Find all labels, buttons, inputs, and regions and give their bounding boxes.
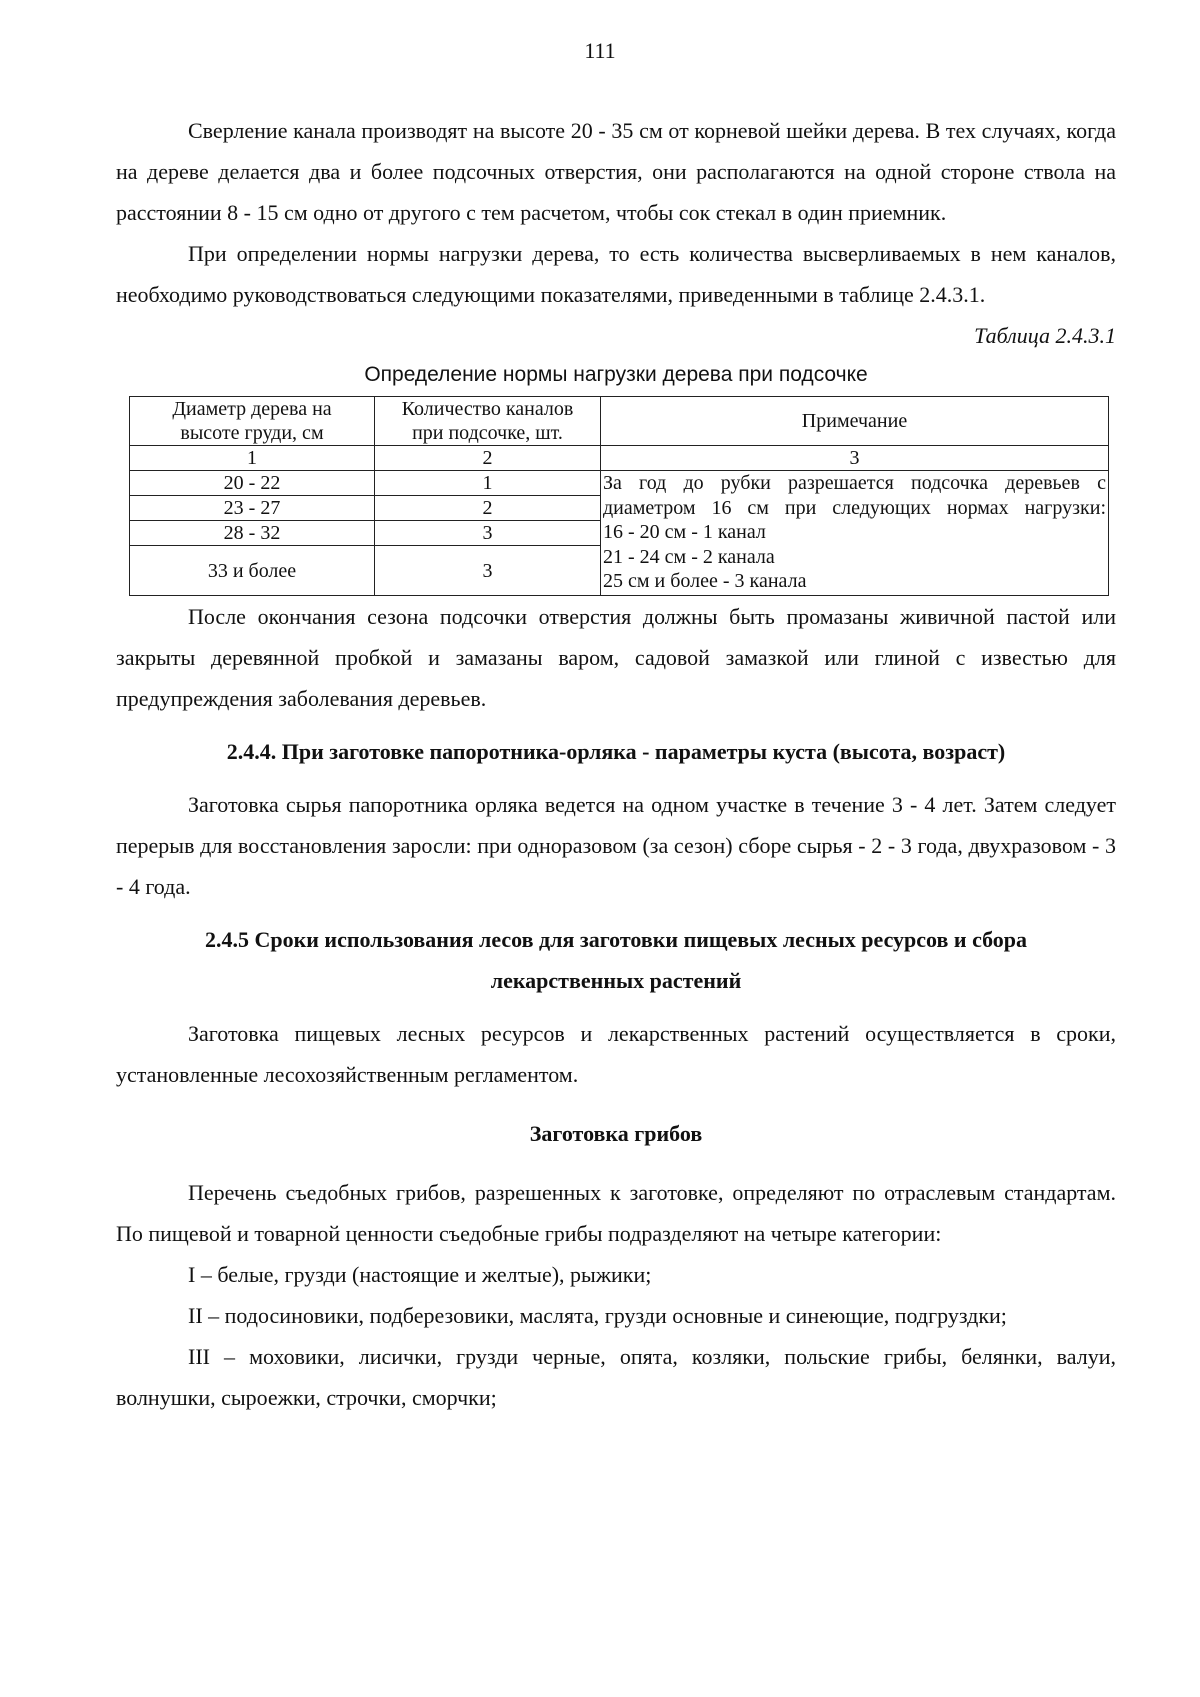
load-norm-table <box>129 396 1109 596</box>
cell-diameter: 20 - 22 <box>130 471 375 496</box>
note-line: диаметром 16 см при следующих нормах нагрузки: <box>603 496 1106 519</box>
header-channels-line2: при подсочке, шт. <box>412 422 563 444</box>
header-diameter <box>130 397 375 446</box>
cell-diameter: 33 и более <box>130 546 375 596</box>
heading-2-4-4: 2.4.4. При заготовке папоротника-орляка - параметры куста (высота, возраст) <box>226 739 1006 764</box>
note-line: 25 см и более - 3 канала <box>603 570 807 592</box>
header-note: Примечание <box>601 397 1109 446</box>
paragraph-food-resources: Заготовка пищевых лесных ресурсов и лекарственных растений осуществляется в сроки, установленные лесохозяйственным регламентом. <box>116 1021 1116 1087</box>
mushroom-category-3: III – моховики, лисички, грузди черные, опята, козляки, польские грибы, белянки, валуи, волнушки, сыроежки, строчки, сморчки; <box>116 1344 1116 1410</box>
note-line: 16 - 20 см - 1 канал <box>603 521 766 543</box>
heading-2-4-5-line2: лекарственных растений <box>490 968 742 993</box>
document-body <box>116 110 1116 1418</box>
note-line: За год до рубки разрешается подсочка деревьев с <box>603 472 1106 494</box>
table-label: Таблица 2.4.3.1 <box>974 323 1116 348</box>
cell-channels: 2 <box>375 496 601 521</box>
table-number-row <box>130 446 1109 471</box>
paragraph-load-norm: При определении нормы нагрузки дерева, то есть количества высверливаемых в нем каналов, необходимо руководствоваться следующими показателями, приведенными в таблице 2.4.3.1. <box>116 241 1116 307</box>
page-number: 111 <box>584 38 616 63</box>
table-header-row <box>130 397 1109 446</box>
cell-channels: 3 <box>375 546 601 596</box>
paragraph-drilling: Сверление канала производят на высоте 20 - 35 см от корневой шейки дерева. В тех случаях, когда на дереве делается два и более подсочных отверстия, они располагаются на одной стороне ствола на расстоянии 8 - 15 см одно от другого с тем расчетом, чтобы сок стекал в один приемник. <box>116 118 1116 225</box>
mushroom-category-1: I – белые, грузди (настоящие и желтые), рыжики; <box>188 1262 652 1287</box>
heading-mushrooms: Заготовка грибов <box>529 1121 703 1146</box>
header-channels-line1: Количество каналов <box>401 398 574 420</box>
cell-diameter: 23 - 27 <box>130 496 375 521</box>
heading-2-4-5-line1: 2.4.5 Сроки использования лесов для заготовки пищевых лесных ресурсов и сбора <box>204 927 1028 952</box>
table-title: Определение нормы нагрузки дерева при подсочке <box>364 363 868 386</box>
paragraph-fern: Заготовка сырья папоротника орляка ведется на одном участке в течение 3 - 4 лет. Затем следует перерыв для восстановления заросли: при одноразовом (за сезон) сборе сырья - 2 - 3 года, двухразовом - 3 - 4 года. <box>116 792 1116 899</box>
column-number: 3 <box>601 446 1109 471</box>
paragraph-mushroom-list: Перечень съедобных грибов, разрешенных к заготовке, определяют по отраслевым стандартам. По пищевой и товарной ценности съедобные грибы подразделяют на четыре категории: <box>116 1180 1116 1246</box>
header-diameter-line1: Диаметр дерева на <box>172 398 332 420</box>
cell-note <box>601 471 1109 596</box>
cell-channels: 1 <box>375 471 601 496</box>
header-diameter-line2: высоте груди, см <box>180 422 324 444</box>
table-row <box>130 471 1109 496</box>
mushroom-category-2: II – подосиновики, подберезовики, маслята, грузди основные и синеющие, подгруздки; <box>188 1303 1007 1328</box>
column-number: 1 <box>130 446 375 471</box>
paragraph-after-season: После окончания сезона подсочки отверстия должны быть промазаны живичной пастой или закрыты деревянной пробкой и замазаны варом, садовой замазкой или глиной с известью для предупреждения заболевания деревьев. <box>116 604 1116 711</box>
cell-channels: 3 <box>375 521 601 546</box>
header-channels <box>375 397 601 446</box>
cell-diameter: 28 - 32 <box>130 521 375 546</box>
note-line: 21 - 24 см - 2 канала <box>603 545 775 568</box>
column-number: 2 <box>375 446 601 471</box>
